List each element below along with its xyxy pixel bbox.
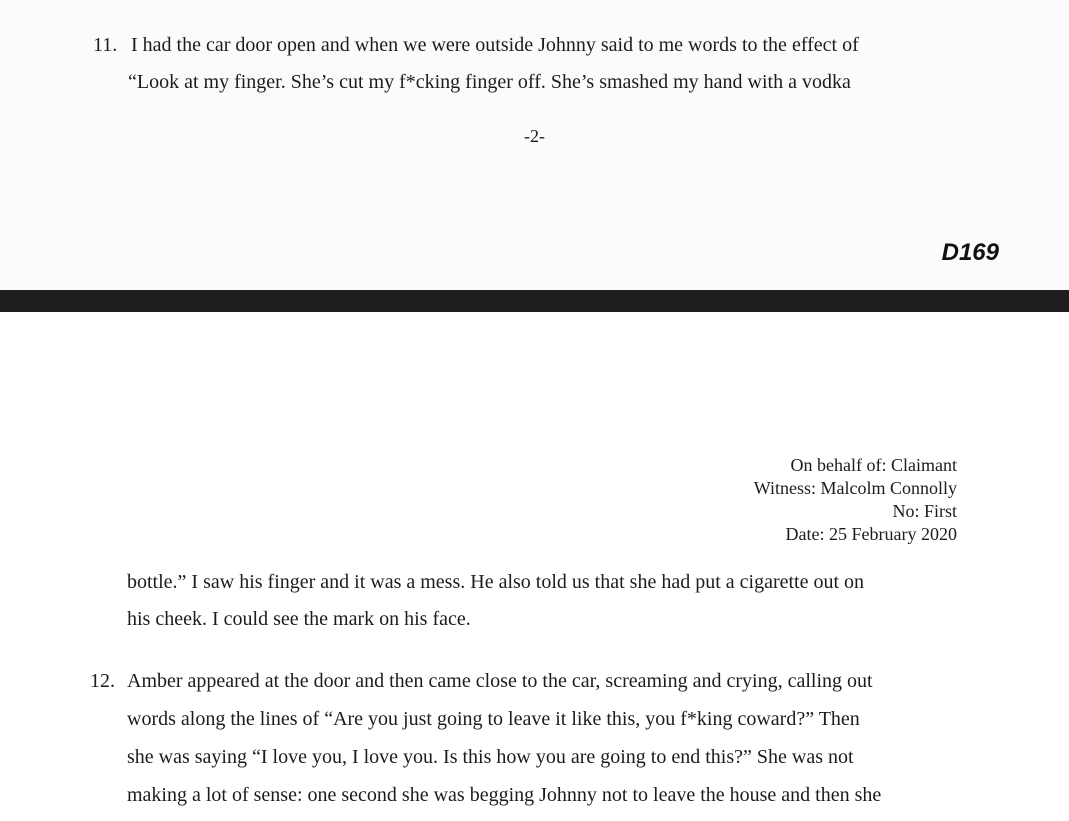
paragraph-11-number: 11. [93, 34, 118, 56]
statement-date-label: Date: 25 February 2020 [785, 524, 957, 544]
witness-statement-header [754, 454, 957, 546]
paragraph-12-line-1: Amber appeared at the door and then came close to the car, screaming and crying, calling out [127, 670, 873, 692]
paragraph-11-continued-line-2: his cheek. I could see the mark on his face. [127, 608, 471, 630]
page-number: -2- [524, 126, 545, 146]
paragraph-11-line-1: I had the car door open and when we were outside Johnny said to me words to the effect of [131, 34, 859, 56]
statement-number-label: No: First [892, 501, 957, 521]
paragraph-12-line-4: making a lot of sense: one second she was begging Johnny not to leave the house and then she [127, 784, 882, 806]
scan-divider-bar [0, 290, 1069, 312]
witness-name-label: Witness: Malcolm Connolly [753, 478, 957, 498]
paragraph-12-number: 12. [90, 670, 115, 692]
top-page-fragment [0, 0, 1069, 290]
exhibit-reference: D169 [941, 239, 999, 266]
paragraph-11-continued-line-1: bottle.” I saw his finger and it was a mess. He also told us that she had put a cigarette out on [127, 571, 865, 593]
paragraph-12-line-2: words along the lines of “Are you just going to leave it like this, you f*king coward?” Then [127, 708, 860, 730]
on-behalf-of-label: On behalf of: Claimant [790, 455, 957, 475]
paragraph-12-line-3: she was saying “I love you, I love you. Is this how you are going to end this?” She was not [127, 746, 854, 768]
paragraph-11-line-2: “Look at my finger. She’s cut my f*cking finger off. She’s smashed my hand with a vodka [128, 71, 851, 93]
bottom-page-fragment [0, 312, 1069, 821]
